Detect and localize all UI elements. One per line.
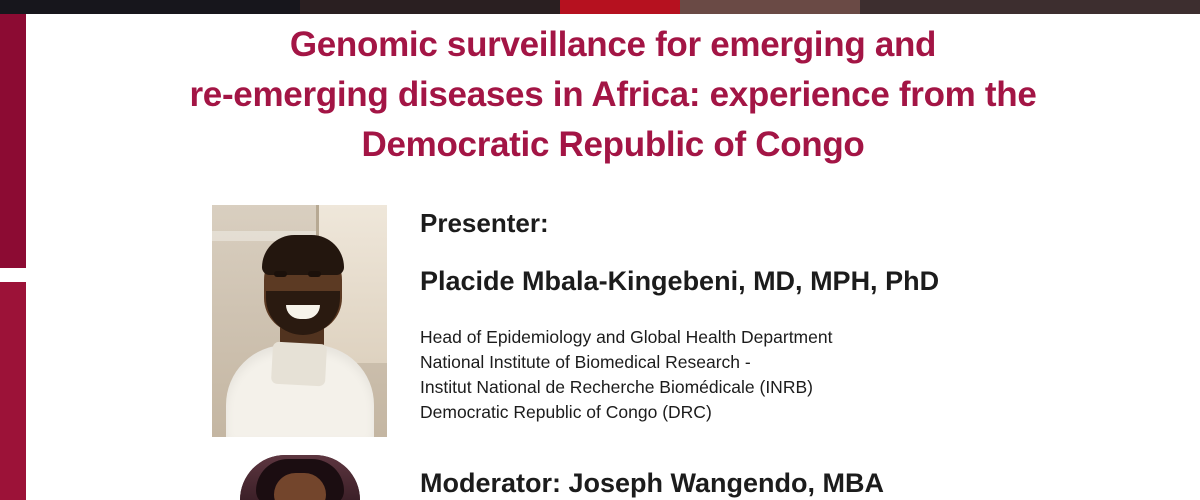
photo-collar [271,342,327,387]
banner-segment-1 [0,0,300,14]
affiliation-line-3: Institut National de Recherche Biomédicale (INRB) [420,377,813,397]
page-title [26,20,1200,170]
photo-eye-right [308,271,321,277]
left-accent-gap [0,268,26,282]
moderator-photo [240,455,360,500]
banner-segment-3 [560,0,680,14]
moderator-face [274,473,326,500]
affiliation-line-2: National Institute of Biomedical Research - [420,352,751,372]
presenter-label: Presenter: [420,208,549,238]
banner-segment-2 [300,0,560,14]
presenter-photo [212,205,387,437]
title-line-1: Genomic surveillance for emerging and [289,25,937,64]
affiliation-line-4: Democratic Republic of Congo (DRC) [420,402,712,422]
presenter-name: Placide Mbala-Kingebeni, MD, MPH, PhD [420,266,940,296]
affiliation-line-1: Head of Epidemiology and Global Health Department [420,327,833,347]
banner-segment-4 [680,0,860,14]
left-accent-bar-bottom [0,282,26,500]
presenter-affiliation [420,325,832,425]
photo-eye-left [274,271,287,277]
title-line-3: Democratic Republic of Congo [361,125,865,164]
moderator-label: Moderator: Joseph Wangendo, MBA [420,468,884,498]
top-banner-strip [0,0,1200,14]
title-line-2: re-emerging diseases in Africa: experience from the [189,75,1037,114]
left-accent-bar-top [0,14,26,282]
photo-hair [262,235,344,275]
banner-segment-5 [860,0,1200,14]
